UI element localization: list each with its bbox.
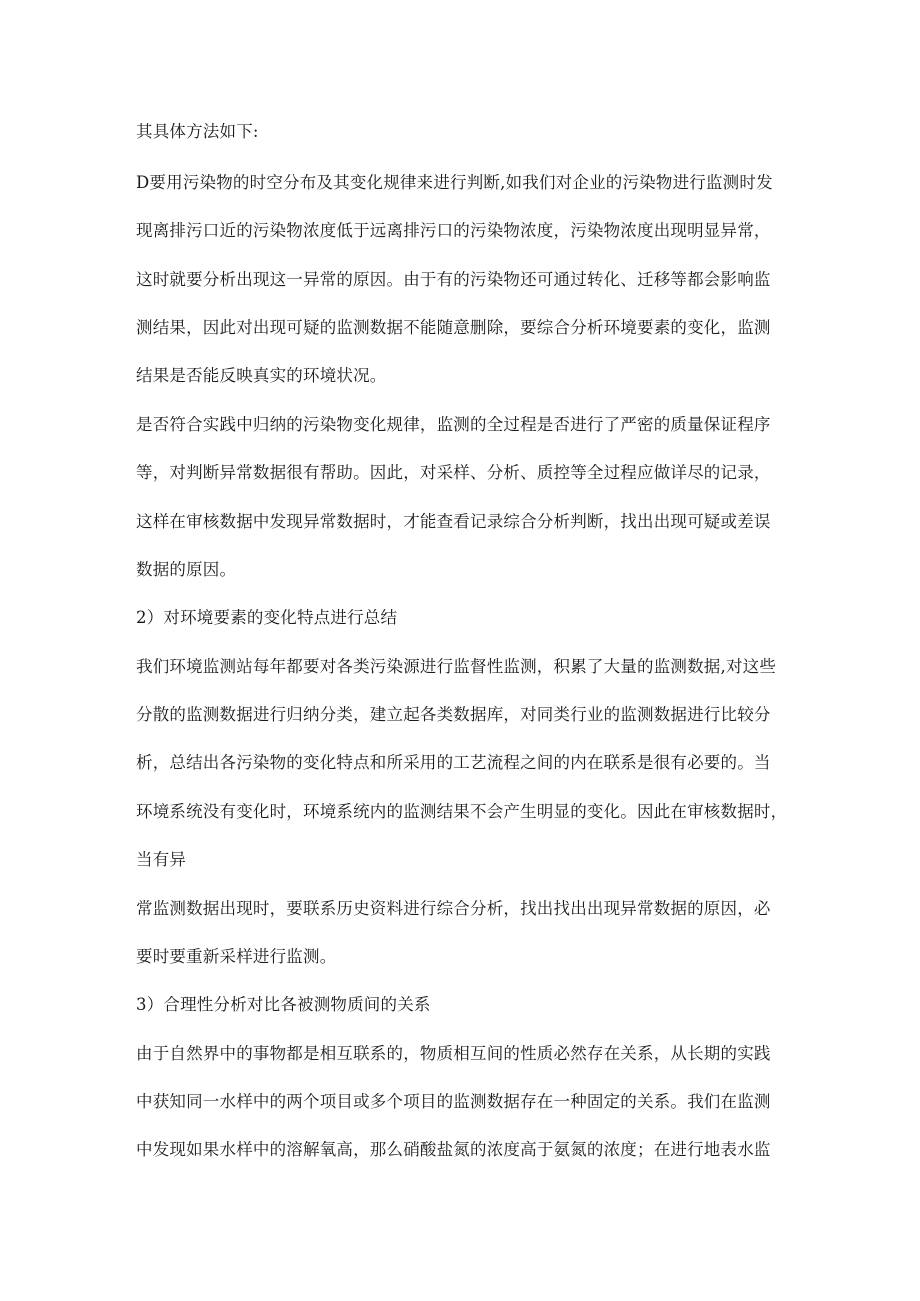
text-line: 是否符合实践中归纳的污染物变化规律，监测的全过程是否进行了严密的质量保证程序 [136,415,771,434]
text-line: D要用污染物的时空分布及其变化规律来进行判断,如我们对企业的污染物进行监测时发 [136,173,773,192]
text-line: 数据的原因。 [136,560,237,579]
text-line: 这时就要分析出现这一异常的原因。由于有的污染物还可通过转化、迁移等都会影响监 [136,270,771,289]
text-line: 我们环境监测站每年都要对各类污染源进行监督性监测，积累了大量的监测数据,对这些 [136,657,777,676]
text-line: 中发现如果水样中的溶解氧高，那么硝酸盐氮的浓度高于氨氮的浓度；在进行地表水监 [136,1140,771,1159]
text-line: 其具体方法如下: [136,122,259,141]
text-line: 现离排污口近的污染物浓度低于远离排污口的污染物浓度，污染物浓度出现明显异常， [136,221,771,240]
text-line: 测结果，因此对出现可疑的监测数据不能随意删除，要综合分析环境要素的变化，监测 [136,318,771,337]
section-heading: 3）合理性分析对比各被测物质间的关系 [136,995,431,1014]
text-line: 中获知同一水样中的两个项目或多个项目的监测数据存在一种固定的关系。我们在监测 [136,1092,771,1111]
text-line: 常监测数据出现时，要联系历史资料进行综合分析，找出找出出现异常数据的原因，必 [136,899,771,918]
text-line: 环境系统没有变化时，环境系统内的监测结果不会产生明显的变化。因此在审核数据时， [136,802,788,821]
text-line: 当有异 [136,850,187,869]
text-line: 要时要重新采样进行监测。 [136,947,337,966]
section-heading: 2）对环境要素的变化特点进行总结 [136,608,398,627]
text-line: 分散的监测数据进行归纳分类，建立起各类数据库，对同类行业的监测数据进行比较分 [136,705,771,724]
text-line: 这样在审核数据中发现异常数据时，才能查看记录综合分析判断，找出出现可疑或差误 [136,512,771,531]
text-line: 由于自然界中的事物都是相互联系的，物质相互间的性质必然存在关系，从长期的实践 [136,1044,771,1063]
text-line: 结果是否能反映真实的环境状况。 [136,366,387,385]
text-line: 析，总结出各污染物的变化特点和所采用的工艺流程之间的内在联系是很有必要的。当 [136,753,771,772]
text-line: 等，对判断异常数据很有帮助。因此，对采样、分析、质控等全过程应做详尽的记录， [136,463,771,482]
